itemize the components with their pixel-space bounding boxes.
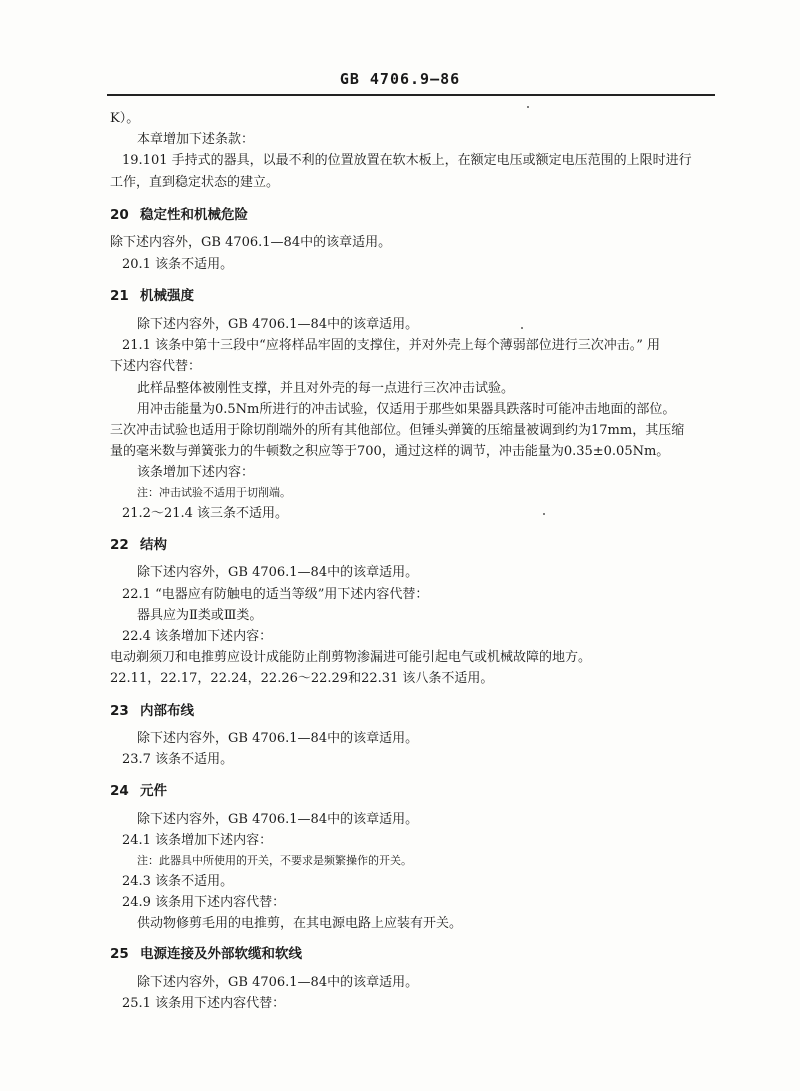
section-number: 22	[110, 537, 129, 553]
text-line: 22.11，22.17，22.24，22.26～22.29和22.31 该八条不适用。	[110, 671, 494, 686]
text-line: 25.1 该条用下述内容代替：	[122, 996, 286, 1011]
text-line: 除下述内容外，GB 4706.1—84中的该章适用。	[110, 235, 392, 250]
section-title: 电源连接及外部软缆和软线	[140, 946, 302, 962]
text-line: 除下述内容外，GB 4706.1—84中的该章适用。	[137, 812, 419, 827]
text-line: 22.4 该条增加下述内容：	[122, 629, 273, 644]
section-number: 24	[110, 783, 129, 799]
text-line: 除下述内容外，GB 4706.1—84中的该章适用。	[137, 317, 419, 332]
text-line: 下述内容代替：	[110, 359, 202, 374]
section-number: 25	[110, 946, 129, 962]
section-title: 元件	[140, 783, 167, 799]
note-line: 注：此器具中所使用的开关，不要求是频繁操作的开关。	[137, 854, 412, 867]
text-line: 21.2～21.4 该三条不适用。	[122, 506, 289, 521]
section-heading-20	[110, 206, 248, 224]
section-heading-24	[110, 782, 167, 800]
text-line: 该条增加下述内容：	[137, 465, 255, 480]
section-number: 23	[110, 703, 129, 719]
section-heading-21	[110, 287, 194, 305]
section-heading-23	[110, 702, 194, 720]
section-heading-25	[110, 945, 302, 963]
text-line: 用冲击能量为0.5Nm所进行的冲击试验，仅适用于那些如果器具跌落时可能冲击地面的部位。	[137, 402, 676, 417]
text-line: 23.7 该条不适用。	[122, 752, 234, 767]
scan-speck	[543, 513, 545, 515]
text-line: 22.1 “电器应有防触电的适当等级”用下述内容代替：	[122, 587, 429, 602]
text-line: 器具应为Ⅱ类或Ⅲ类。	[137, 608, 263, 623]
text-line: 24.3 该条不适用。	[122, 874, 234, 889]
text-line: 量的毫米数与弹簧张力的牛顿数之积应等于700，通过这样的调节，冲击能量为0.35±0.05Nm。	[110, 444, 670, 459]
text-line: 24.1 该条增加下述内容：	[122, 833, 273, 848]
section-number: 21	[110, 288, 129, 304]
text-line: 除下述内容外，GB 4706.1—84中的该章适用。	[137, 565, 419, 580]
text-line: 21.1 该条中第十三段中“应将样品牢固的支撑住，并对外壳上每个薄弱部位进行三次冲击。” 用	[122, 338, 661, 353]
section-title: 稳定性和机械危险	[140, 207, 248, 223]
text-line: 除下述内容外，GB 4706.1—84中的该章适用。	[137, 975, 419, 990]
scan-speck	[521, 327, 523, 329]
text-line: 20.1 该条不适用。	[122, 257, 234, 272]
text-line: 24.9 该条用下述内容代替：	[122, 895, 286, 910]
section-heading-22	[110, 536, 167, 554]
standard-code-header: GB 4706.9—86	[339, 70, 461, 88]
text-line: 三次冲击试验也适用于除切削端外的所有其他部位。但锤头弹簧的压缩量被调到约为17mm，其压缩	[110, 423, 685, 438]
text-line: K）。	[110, 111, 140, 126]
text-line: 除下述内容外，GB 4706.1—84中的该章适用。	[137, 731, 419, 746]
scan-speck	[527, 106, 529, 108]
text-line: 19.101 手持式的器具，以最不利的位置放置在软木板上，在额定电压或额定电压范围的上限时进行	[122, 153, 692, 168]
section-title: 内部布线	[140, 703, 194, 719]
section-title: 机械强度	[140, 288, 194, 304]
text-line: 此样品整体被刚性支撑，并且对外壳的每一点进行三次冲击试验。	[137, 381, 515, 396]
section-number: 20	[110, 207, 129, 223]
text-line: 本章增加下述条款：	[137, 132, 255, 147]
header-rule	[107, 94, 715, 96]
text-line: 工作，直到稳定状态的建立。	[110, 175, 280, 190]
text-line: 电动剃须刀和电推剪应设计成能防止削剪物渗漏进可能引起电气或机械故障的地方。	[110, 650, 592, 665]
text-line: 供动物修剪毛用的电推剪，在其电源电路上应装有开关。	[137, 916, 463, 931]
section-title: 结构	[140, 537, 167, 553]
note-line: 注：冲击试验不适用于切削端。	[137, 486, 291, 499]
